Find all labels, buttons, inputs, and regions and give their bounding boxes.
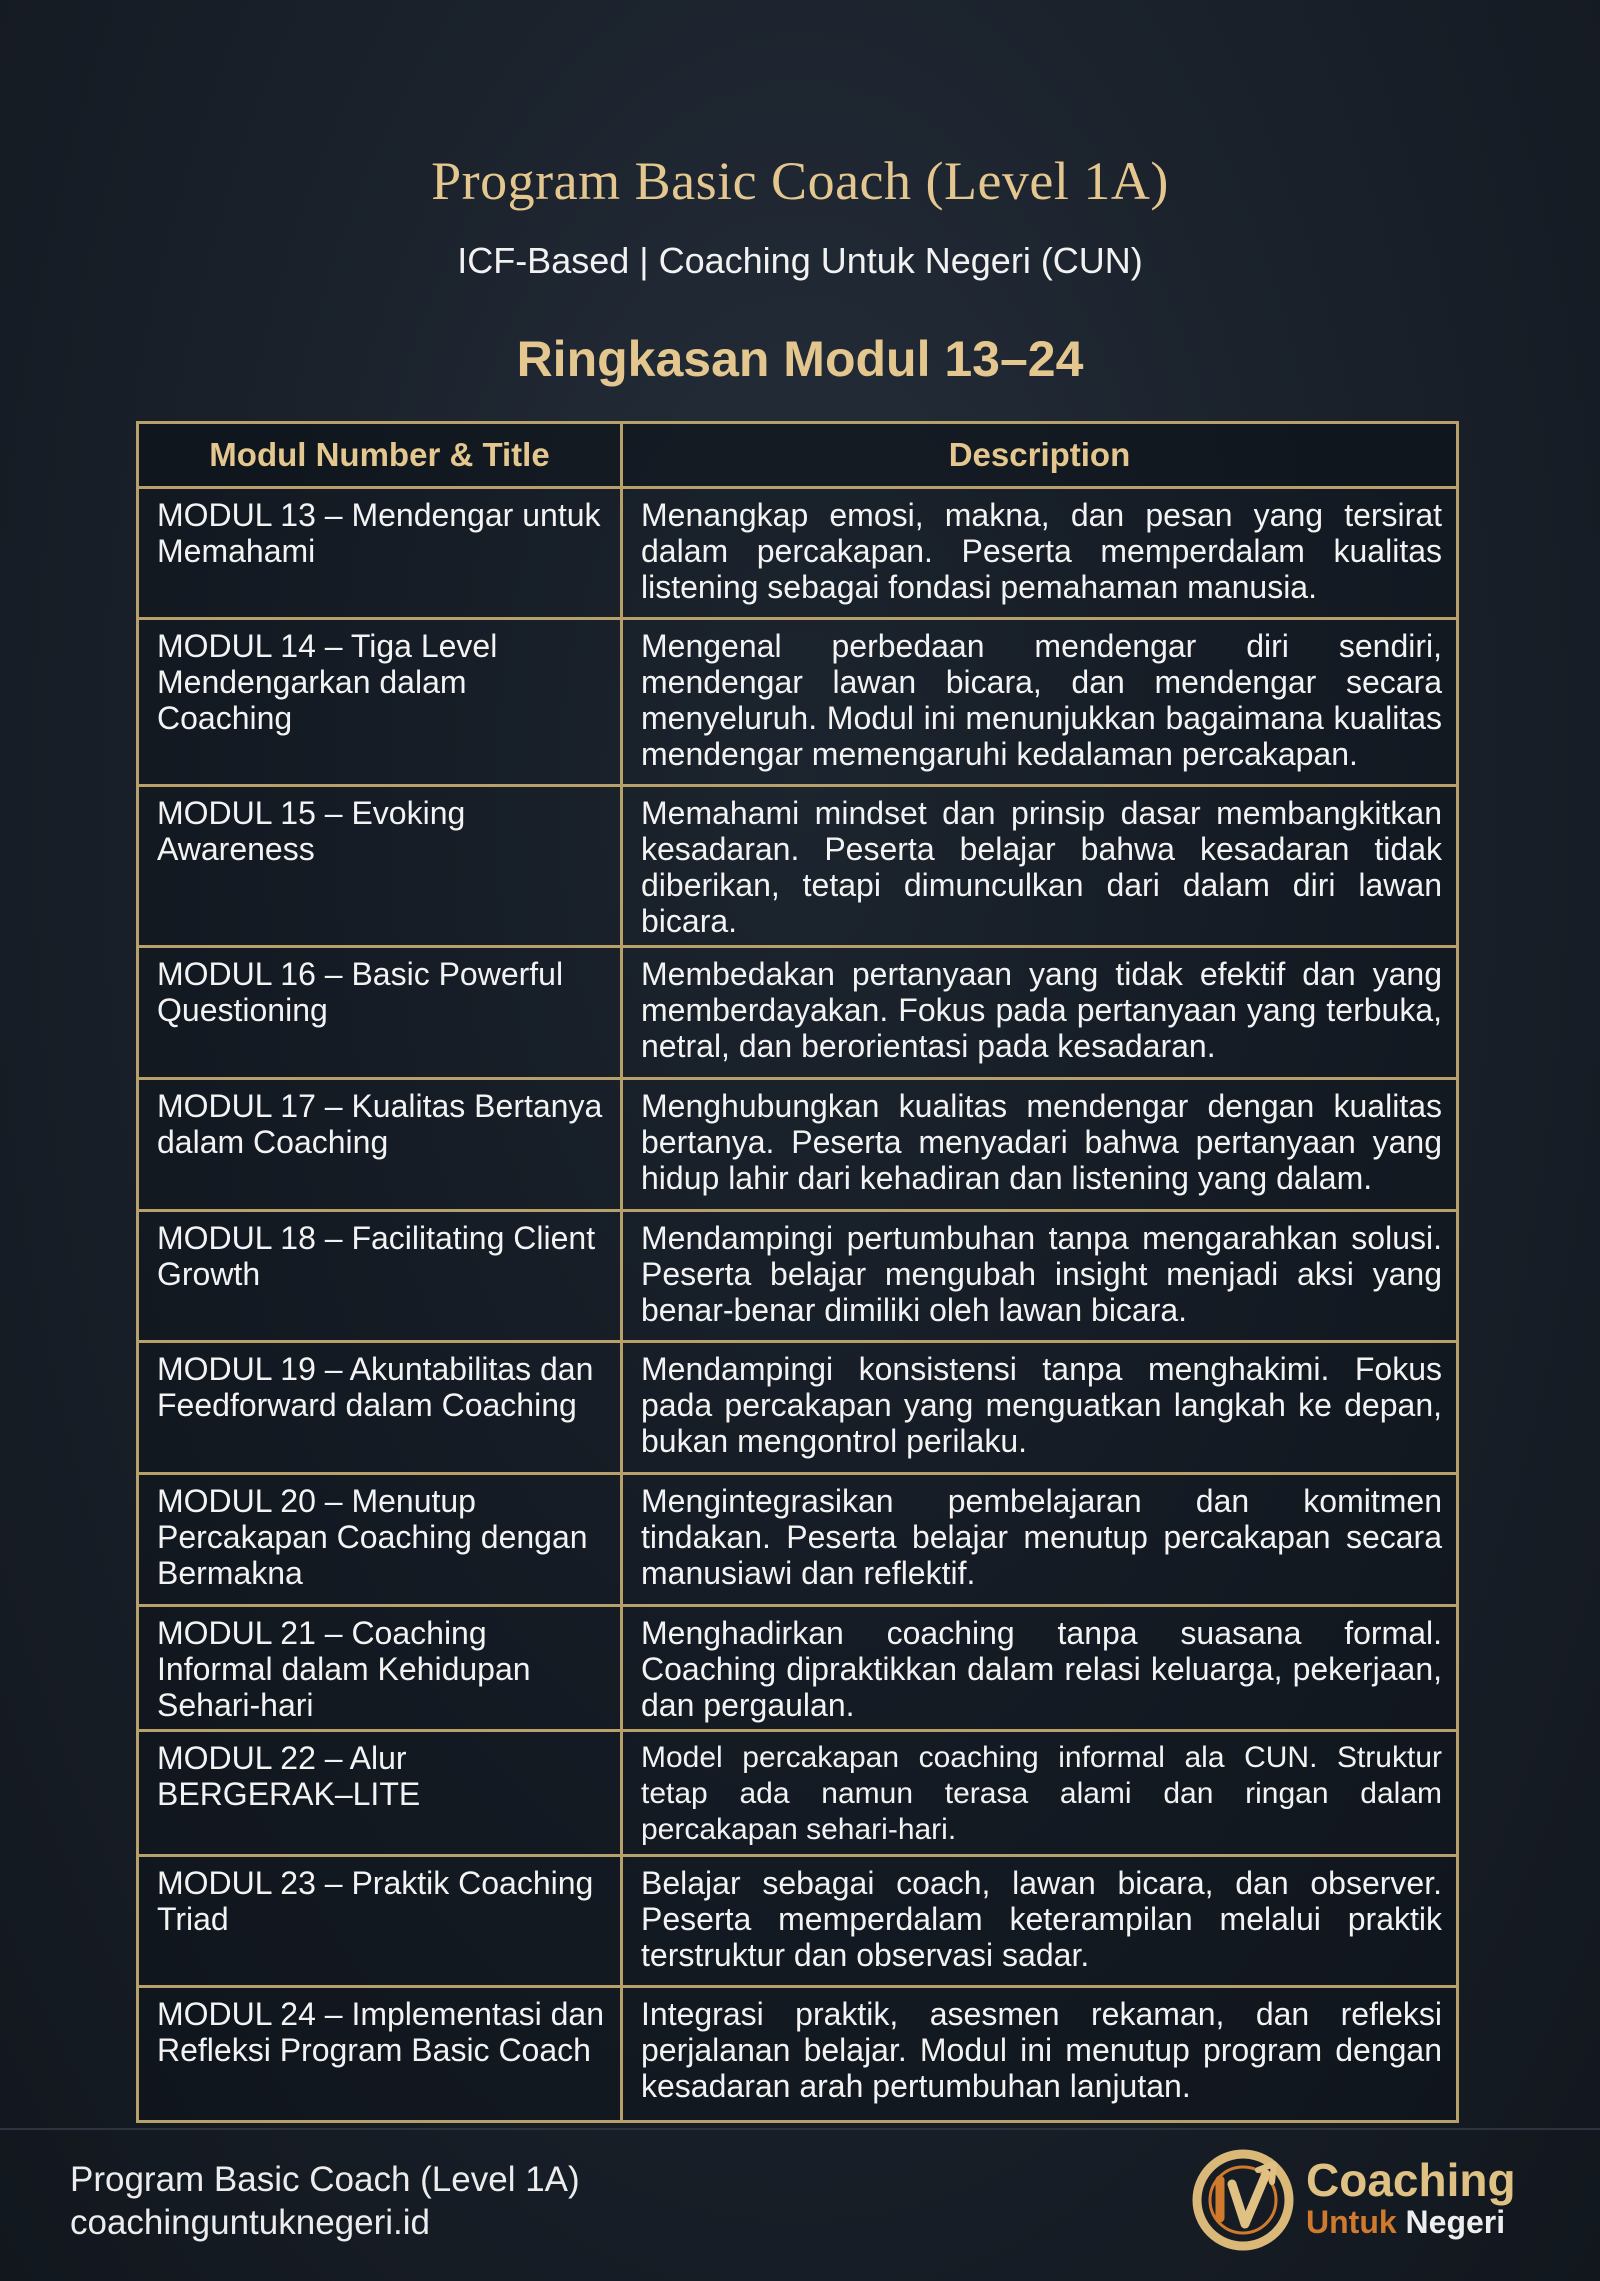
module-title-cell: MODUL 18 – Facilitating Client Growth [138, 1211, 622, 1342]
page-subtitle: ICF-Based | Coaching Untuk Negeri (CUN) [457, 240, 1143, 281]
logo-untuk-text: Untuk [1306, 2204, 1397, 2240]
module-table-container [136, 421, 1456, 2123]
module-description-cell: Mendampingi konsistensi tanpa menghakimi. Fokus pada percakapan yang menguatkan langkah ke depan, bukan mengontrol perilaku. [622, 1342, 1458, 1474]
logo-tagline [1306, 2204, 1516, 2240]
module-description-cell: Mengenal perbedaan mendengar diri sendiri, mendengar lawan bicara, dan mendengar secara menyeluruh. Modul ini menunjukkan bagaimana kualitas mendengar memengaruhi kedalaman percakapan. [622, 619, 1458, 786]
table-row [138, 1474, 1458, 1606]
module-description-cell: Menangkap emosi, makna, dan pesan yang tersirat dalam percakapan. Peserta memperdalam kualitas listening sebagai fondasi pemahaman manusia. [622, 488, 1458, 619]
module-description-cell: Menghubungkan kualitas mendengar dengan kualitas bertanya. Peserta menyadari bahwa pertanyaan yang hidup lahir dari kehadiran dan listening yang dalam. [622, 1079, 1458, 1211]
logo-wordmark [1306, 2156, 1516, 2240]
module-title-cell: MODUL 15 – Evoking Awareness [138, 786, 622, 947]
table-header-row [138, 423, 1458, 488]
column-header-description: Description [622, 423, 1458, 488]
module-title-cell: MODUL 21 – Coaching Informal dalam Kehidupan Sehari-hari [138, 1606, 622, 1731]
table-row [138, 1211, 1458, 1342]
table-row [138, 619, 1458, 786]
table-row [138, 1856, 1458, 1987]
module-title-cell: MODUL 13 – Mendengar untuk Memahami [138, 488, 622, 619]
module-title-cell: MODUL 14 – Tiga Level Mendengarkan dalam Coaching [138, 619, 622, 786]
footer-divider [0, 2128, 1600, 2130]
footer [70, 2158, 580, 2244]
module-title-cell: MODUL 17 – Kualitas Bertanya dalam Coaching [138, 1079, 622, 1211]
column-header-module: Modul Number & Title [138, 423, 622, 488]
module-title-cell: MODUL 20 – Menutup Percakapan Coaching dengan Bermakna [138, 1474, 622, 1606]
module-description-cell: Model percakapan coaching informal ala CUN. Struktur tetap ada namun terasa alami dan ringan dalam percakapan sehari-hari. [622, 1731, 1458, 1856]
module-description-cell: Mengintegrasikan pembelajaran dan komitmen tindakan. Peserta belajar menutup percakapan secara manusiawi dan reflektif. [622, 1474, 1458, 1606]
footer-program-name: Program Basic Coach (Level 1A) [70, 2160, 580, 2199]
module-table [136, 421, 1459, 2123]
table-row [138, 1731, 1458, 1856]
module-title-cell: MODUL 22 – Alur BERGERAK–LITE [138, 1731, 622, 1856]
module-title-cell: MODUL 19 – Akuntabilitas dan Feedforward dalam Coaching [138, 1342, 622, 1474]
table-row [138, 947, 1458, 1079]
module-title-cell: MODUL 24 – Implementasi dan Refleksi Program Basic Coach [138, 1987, 622, 2122]
table-row [138, 1342, 1458, 1474]
page-title: Program Basic Coach (Level 1A) [431, 151, 1169, 211]
table-row [138, 1606, 1458, 1731]
module-description-cell: Belajar sebagai coach, lawan bicara, dan observer. Peserta memperdalam keterampilan melalui praktik terstruktur dan observasi sadar. [622, 1856, 1458, 1987]
module-title-cell: MODUL 23 – Praktik Coaching Triad [138, 1856, 622, 1987]
footer-website-link[interactable]: coachinguntuknegeri.id [70, 2203, 430, 2242]
table-row [138, 1987, 1458, 2122]
table-row [138, 488, 1458, 619]
logo-negeri-text: Negeri [1405, 2204, 1506, 2240]
module-description-cell: Mendampingi pertumbuhan tanpa mengarahkan solusi. Peserta belajar mengubah insight menjadi aksi yang benar-benar dimiliki oleh lawan bicara. [622, 1211, 1458, 1342]
module-description-cell: Memahami mindset dan prinsip dasar membangkitkan kesadaran. Peserta belajar bahwa kesadaran tidak diberikan, tetapi dimunculkan dari dalam diri lawan bicara. [622, 786, 1458, 947]
logo-coaching-text: Coaching [1306, 2154, 1516, 2206]
module-title-cell: MODUL 16 – Basic Powerful Questioning [138, 947, 622, 1079]
module-description-cell: Membedakan pertanyaan yang tidak efektif dan yang memberdayakan. Fokus pada pertanyaan yang terbuka, netral, dan berorientasi pada kesadaran. [622, 947, 1458, 1079]
module-description-cell: Integrasi praktik, asesmen rekaman, dan refleksi perjalanan belajar. Modul ini menutup program dengan kesadaran arah pertumbuhan lanjutan. [622, 1987, 1458, 2122]
module-description-cell: Menghadirkan coaching tanpa suasana formal. Coaching dipraktikkan dalam relasi keluarga, pekerjaan, dan pergaulan. [622, 1606, 1458, 1731]
table-row [138, 786, 1458, 947]
section-title: Ringkasan Modul 13–24 [516, 331, 1084, 387]
table-row [138, 1079, 1458, 1211]
